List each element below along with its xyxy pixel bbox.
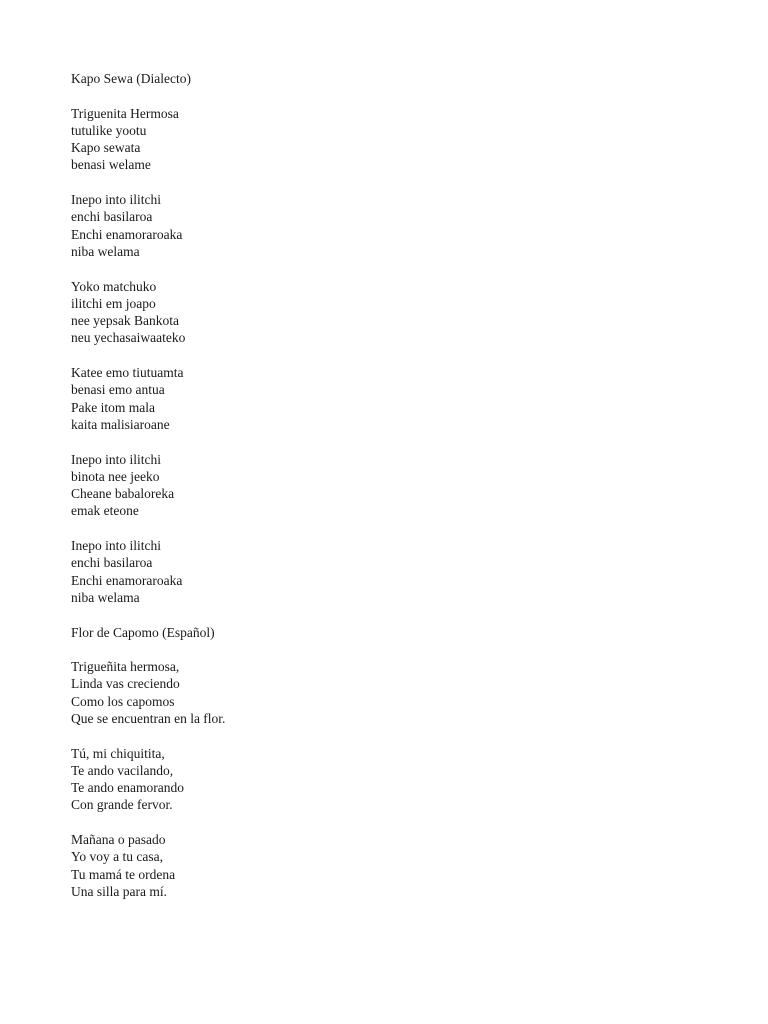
document-page: [71, 70, 731, 918]
verse-line: Linda vas creciendo: [71, 676, 180, 692]
verse-line: Triguenita Hermosa: [71, 105, 179, 121]
verse-line: Tu mamá te ordena: [71, 866, 176, 882]
verse-line: binota nee jeeko: [71, 468, 160, 484]
verse-line: benasi welame: [71, 157, 151, 173]
verse-line: benasi emo antua: [71, 382, 165, 398]
verse-line: Inepo into ilitchi: [71, 451, 161, 467]
section-title-espanol: [71, 624, 731, 641]
stanza: [71, 364, 731, 433]
verse-line: Enchi enamoraroaka: [71, 226, 183, 242]
verse-line: Una silla para mí.: [71, 883, 167, 899]
verse-line: ilitchi em joapo: [71, 295, 156, 311]
stanza: [71, 105, 731, 174]
verse-line: Con grande fervor.: [71, 797, 173, 813]
verse-line: Mañana o pasado: [71, 832, 166, 848]
verse-line: Inepo into ilitchi: [71, 192, 161, 208]
verse-line: niba welama: [71, 589, 140, 605]
verse-line: Inepo into ilitchi: [71, 538, 161, 554]
verse-line: neu yechasaiwaateko: [71, 330, 186, 346]
stanza: [71, 451, 731, 520]
verse-line: Te ando vacilando,: [71, 762, 174, 778]
stanza: [71, 278, 731, 347]
verse-line: Katee emo tiutuamta: [71, 365, 184, 381]
section-title: Flor de Capomo (Español): [71, 624, 215, 640]
stanza: [71, 658, 731, 727]
stanza: [71, 745, 731, 814]
verse-line: kaita malisiaroane: [71, 416, 170, 432]
stanza: [71, 537, 731, 606]
verse-line: tutulike yootu: [71, 122, 147, 138]
verse-line: Enchi enamoraroaka: [71, 572, 183, 588]
stanza: [71, 191, 731, 260]
verse-line: nee yepsak Bankota: [71, 313, 179, 329]
verse-line: emak eteone: [71, 503, 139, 519]
verse-line: niba welama: [71, 243, 140, 259]
verse-line: Te ando enamorando: [71, 780, 185, 796]
verse-line: Yo voy a tu casa,: [71, 849, 163, 865]
section-title-dialecto: [71, 70, 731, 87]
verse-line: Cheane babaloreka: [71, 486, 175, 502]
verse-line: Kapo sewata: [71, 140, 141, 156]
verse-line: Que se encuentran en la flor.: [71, 710, 226, 726]
verse-line: Como los capomos: [71, 693, 175, 709]
verse-line: enchi basilaroa: [71, 209, 153, 225]
verse-line: Yoko matchuko: [71, 278, 157, 294]
verse-line: Pake itom mala: [71, 399, 155, 415]
stanza: [71, 831, 731, 900]
verse-line: Tú, mi chiquitita,: [71, 745, 165, 761]
section-title: Kapo Sewa (Dialecto): [71, 71, 191, 86]
verse-line: Trigueñita hermosa,: [71, 659, 180, 675]
verse-line: enchi basilaroa: [71, 555, 153, 571]
